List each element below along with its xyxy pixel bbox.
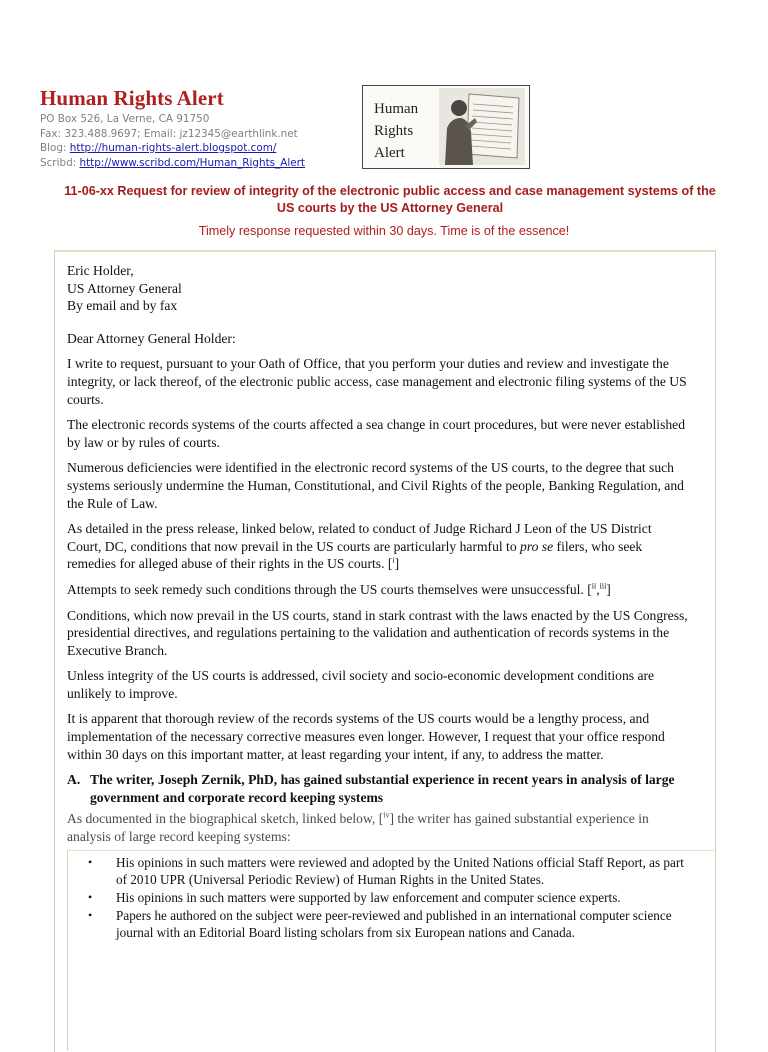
endnote-ref[interactable]: ii bbox=[591, 581, 597, 591]
logo bbox=[362, 85, 530, 169]
fax-email: Fax: 323.488.9697; Email: jz12345@earthlink.net bbox=[40, 127, 298, 140]
blog-label: Blog: bbox=[40, 142, 67, 154]
logo-line-2: Rights bbox=[374, 123, 414, 139]
bullet-icon: • bbox=[88, 855, 93, 869]
endnote-ref[interactable]: i bbox=[392, 555, 395, 565]
addressee-name: Eric Holder, bbox=[67, 263, 134, 278]
logo-text bbox=[374, 98, 418, 164]
bullet-icon: • bbox=[88, 908, 93, 922]
scribd-row bbox=[40, 156, 305, 171]
paragraph-sea-change: The electronic records systems of the courts affected a sea change in court procedures, but were never established by law or by rules of courts. bbox=[67, 417, 686, 450]
scribd-label: Scribd: bbox=[40, 156, 77, 169]
list-item: • His opinions in such matters were supported by law enforcement and computer science experts. bbox=[88, 890, 621, 905]
paragraph-conditions: Conditions, which now prevail in the US courts, stand in stark contrast with the laws enacted by the US Congress, presidential directives, and regulations pertaining to the validation and authentication of records systems in the Executive Branch. bbox=[67, 607, 688, 658]
letter-body bbox=[67, 262, 689, 856]
addressee-block bbox=[67, 262, 689, 315]
endnote-ref[interactable]: iii bbox=[599, 581, 607, 591]
list-item: • Papers he authored on the subject were peer-reviewed and published in an international computer science journal with an Editorial Board listing scholars from six European nations and Canada. bbox=[88, 908, 672, 940]
blog-link[interactable]: http://human-rights-alert.blogspot.com/ bbox=[69, 142, 277, 154]
blog-row bbox=[40, 141, 305, 156]
addressee-title: US Attorney General bbox=[67, 280, 182, 296]
paragraph-deficiencies: Numerous deficiencies were identified in the electronic record systems of the US courts, to the degree that such systems seriously undermine the Human, Constitutional, and Civil Rights of the people, Banking Regulation, and the Rule of Law. bbox=[67, 460, 684, 511]
delivery-method: By email and by fax bbox=[67, 298, 178, 314]
section-a-heading bbox=[67, 771, 689, 806]
woman-holding-declaration-photo-icon bbox=[439, 88, 525, 165]
paragraph-integrity: Unless integrity of the US courts is addressed, civil society and socio-economic development conditions are unlikely to improve. bbox=[67, 668, 655, 701]
section-a-label: A. bbox=[67, 772, 81, 788]
pro-se-emphasis: pro se bbox=[520, 538, 554, 554]
experience-bullet-list bbox=[88, 854, 698, 942]
address: PO Box 526, La Verne, CA 91750 bbox=[40, 113, 210, 125]
section-a-text: The writer, Joseph Zernik, PhD, has gained substantial experience in recent years in analysis of large government and corporate record keeping systems bbox=[90, 772, 675, 805]
endnote-ref[interactable]: iv bbox=[383, 810, 390, 820]
timely-response-notice: Timely response requested within 30 days. Time is of the essence! bbox=[198, 224, 570, 238]
paragraph-biography: As documented in the biographical sketch, linked below, [$^{iv}$] the writer has gained substantial experience in analysis of large record keeping systems: bbox=[67, 810, 649, 845]
paragraph-request: I write to request, pursuant to your Oath of Office, that you perform your duties and review and investigate the integrity, or lack thereof, of the electronic public access, case management and electronic filing systems of the US courts. bbox=[67, 356, 687, 407]
paragraph-review-request: It is apparent that thorough review of the records systems of the US courts would be a lengthy process, and implementation of the necessary corrective measures even longer. However, I request that your office respond within 30 days on this important matter, at least regarding your intent, if any, to address the matter. bbox=[67, 711, 665, 762]
logo-line-1: Human bbox=[374, 101, 419, 117]
paragraph-press-release: As detailed in the press release, linked below, related to conduct of Judge Richard J Leon of the US District Court, DC, conditions that now prevail in the US courts are particularly harmful to pro se filers, who seek remedies for alleged abuse of their rights in the US courts. [$^i$] bbox=[67, 521, 652, 572]
paragraph-attempts: Attempts to seek remedy such conditions through the US courts themselves were unsuccessful. [$^{ii}$,$^{iii}$] bbox=[67, 581, 611, 597]
logo-line-3: Alert bbox=[374, 145, 405, 161]
organization-name: Human Rights Alert bbox=[40, 86, 224, 110]
list-item: • His opinions in such matters were reviewed and adopted by the United Nations official Staff Report, as part of 2010 UPR (Universal Periodic Review) of Human Rights in the United States. bbox=[88, 855, 684, 887]
bullet-icon: • bbox=[88, 890, 93, 904]
scribd-link[interactable]: http://www.scribd.com/Human_Rights_Alert bbox=[79, 156, 306, 169]
contact-block bbox=[40, 112, 305, 170]
salutation: Dear Attorney General Holder: bbox=[67, 330, 236, 346]
subject-heading: 11-06-xx Request for review of integrity of the electronic public access and case management systems of the US courts by the US Attorney General bbox=[64, 184, 716, 215]
